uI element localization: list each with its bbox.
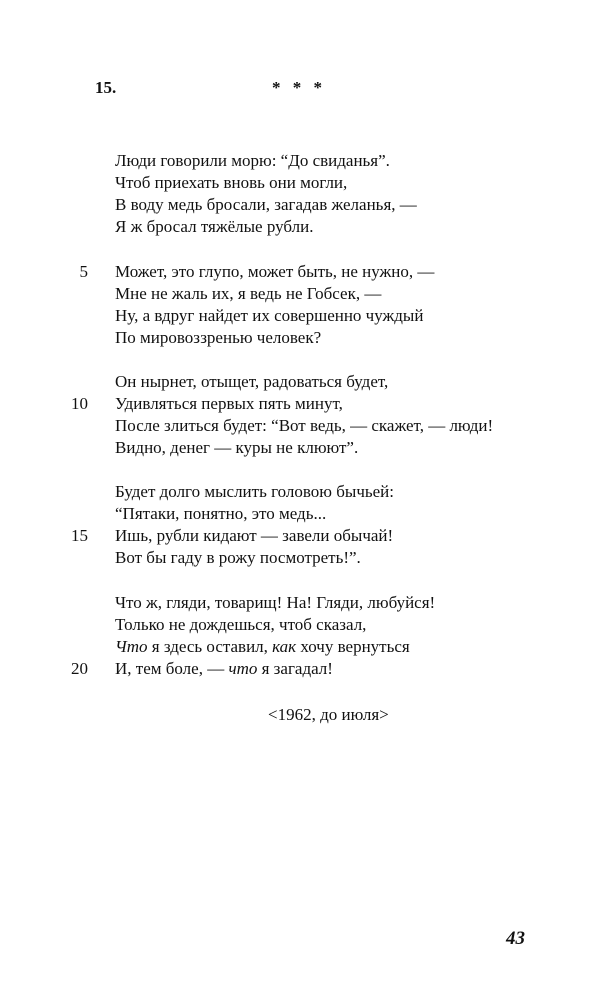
line-text: Удивляться первых пять минут, [115, 394, 343, 413]
line-text [115, 658, 333, 680]
verse-line [0, 393, 600, 415]
page-number: 43 [506, 928, 525, 949]
line-text: Он нырнет, отыщет, радоваться будет, [115, 372, 389, 391]
verse-line [0, 636, 600, 658]
line-number: 10 [71, 394, 88, 413]
line-text: Ишь, рубли кидают — завели обычай! [115, 526, 394, 545]
verse-line [0, 305, 600, 327]
verse-line [0, 371, 600, 393]
poem-number: 15. [95, 78, 117, 97]
poem-title-asterisks: * * * [272, 78, 326, 97]
date-note: <1962, до июля> [268, 705, 389, 724]
line-text: Люди говорили морю: “До свиданья”. [115, 151, 390, 170]
stanza-5 [0, 592, 600, 680]
verse-line [0, 592, 600, 614]
line-text: Вот бы гаду в рожу посмотреть!”. [115, 548, 361, 567]
verse-line [0, 194, 600, 216]
text-fragment: я здесь оставил, [147, 637, 273, 656]
verse-line [0, 261, 600, 283]
verse-line [0, 525, 600, 547]
line-text: В воду медь бросали, загадав желанья, — [115, 195, 417, 214]
stanza-2 [0, 261, 600, 349]
verse-line [0, 150, 600, 172]
verse-line [0, 283, 600, 305]
line-text: Видно, денег — куры не клюют”. [115, 438, 359, 457]
verse-line [0, 547, 600, 569]
line-text: Что ж, гляди, товарищ! На! Гляди, любуйся! [115, 593, 436, 612]
text-fragment: И, тем боле, — [115, 659, 229, 678]
text-fragment: хочу вернуться [296, 637, 410, 656]
line-text: Будет долго мыслить головою бычьей: [115, 482, 394, 501]
line-text: После злиться будет: “Вот ведь, — скажет, — люди! [115, 416, 494, 435]
line-text: Чтоб приехать вновь они могли, [115, 173, 348, 192]
verse-line [0, 437, 600, 459]
italic-word: Что [115, 637, 148, 656]
line-text: Я ж бросал тяжёлые рубли. [115, 217, 314, 236]
verse-line [0, 216, 600, 238]
stanza-4 [0, 481, 600, 569]
stanza-3 [0, 371, 600, 459]
line-text: Может, это глупо, может быть, не нужно, — [115, 262, 435, 281]
verse-line [0, 481, 600, 503]
verse-line [0, 415, 600, 437]
italic-word: как [272, 637, 297, 656]
line-text: По мировоззренью человек? [115, 328, 322, 347]
line-text: Мне не жаль их, я ведь не Гобсек, — [115, 284, 382, 303]
verse-line [0, 658, 600, 680]
italic-word: что [228, 659, 258, 678]
stanza-1 [0, 150, 600, 238]
line-text: “Пятаки, понятно, это медь... [115, 504, 327, 523]
line-number: 15 [71, 526, 88, 545]
verse-line [0, 503, 600, 525]
line-text [115, 636, 410, 658]
line-number: 5 [79, 262, 88, 281]
verse-line [0, 327, 600, 349]
line-text: Только не дождешься, чтоб сказал, [115, 615, 367, 634]
line-text: Ну, а вдруг найдет их совершенно чуждый [115, 306, 424, 325]
verse-line [0, 614, 600, 636]
text-fragment: я загадал! [257, 659, 333, 678]
line-number: 20 [71, 659, 88, 678]
verse-line [0, 172, 600, 194]
